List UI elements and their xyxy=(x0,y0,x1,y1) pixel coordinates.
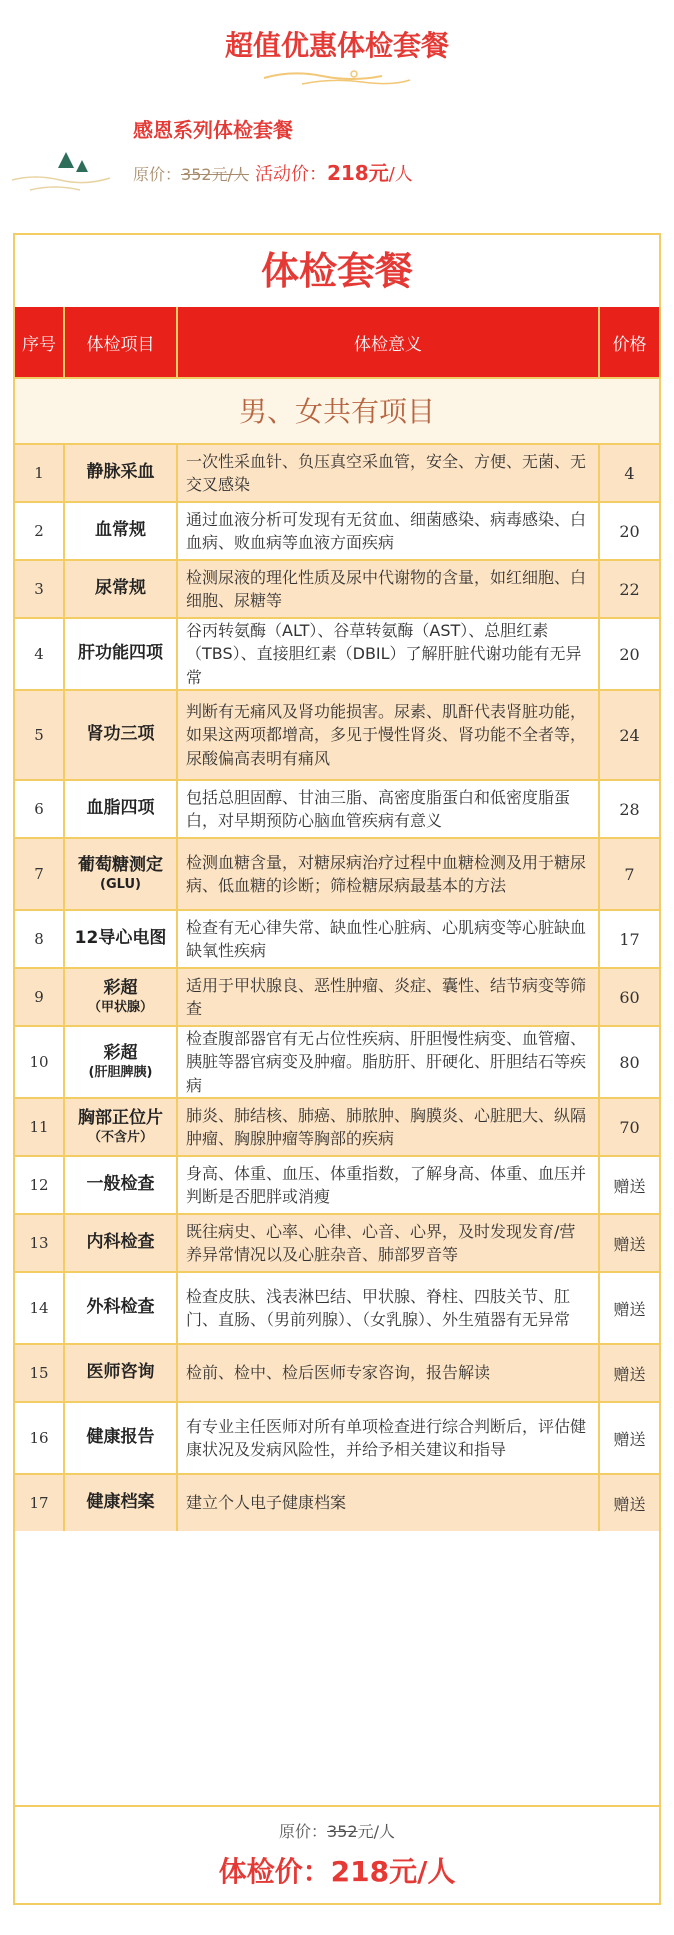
wave-decoration-icon xyxy=(10,172,120,196)
table-row xyxy=(15,1097,659,1155)
row-number: 2 xyxy=(15,503,65,559)
row-item-name: 健康档案 xyxy=(86,1492,155,1513)
row-item xyxy=(65,1403,178,1473)
column-header-item: 体检项目 xyxy=(65,307,178,377)
footer-final-price xyxy=(15,1850,659,1890)
cloud-decoration-icon xyxy=(262,64,412,88)
row-description: 检查皮肤、浅表淋巴结、甲状腺、脊柱、四肢关节、肛门、直肠、（男前列腺）、（女乳腺）、外生殖器有无异常 xyxy=(178,1273,600,1343)
row-price: 22 xyxy=(619,579,640,599)
row-number: 7 xyxy=(15,839,65,909)
row-item-name: 静脉采血 xyxy=(86,462,155,483)
row-number: 9 xyxy=(15,969,65,1025)
footer-original-price xyxy=(15,1805,659,1842)
section-heading: 男、女共有项目 xyxy=(15,377,659,445)
row-item xyxy=(65,561,178,617)
row-item xyxy=(65,1345,178,1401)
row-item-name: 外科检查 xyxy=(86,1297,155,1318)
row-price: 20 xyxy=(619,521,640,541)
row-description: 肺炎、肺结核、肺癌、肺脓肿、胸膜炎、心脏肥大、纵隔肿瘤、胸腺肿瘤等胸部的疾病 xyxy=(178,1099,600,1155)
table-row xyxy=(15,1343,659,1401)
row-item-subname: （甲状腺） xyxy=(87,999,153,1015)
row-item xyxy=(65,839,178,909)
column-header-no: 序号 xyxy=(15,307,65,377)
original-price: 352元/人 xyxy=(181,165,249,184)
row-item-name: 彩超 xyxy=(103,1043,138,1064)
row-price: 赠送 xyxy=(613,1299,646,1319)
table-row xyxy=(15,837,659,909)
table-row xyxy=(15,967,659,1025)
table-row xyxy=(15,779,659,837)
row-description: 检测血糖含量，对糖尿病治疗过程中血糖检测及用于糖尿病、低血糖的诊断；筛检糖尿病最基本的方法 xyxy=(178,839,600,909)
table-row xyxy=(15,1271,659,1343)
row-price: 赠送 xyxy=(613,1429,646,1449)
row-item-subname: （不含片） xyxy=(87,1129,153,1145)
footer-original-unit: 元/人 xyxy=(357,1822,395,1841)
row-number: 11 xyxy=(15,1099,65,1155)
table-row xyxy=(15,1025,659,1097)
row-description: 建立个人电子健康档案 xyxy=(178,1475,600,1531)
table-row xyxy=(15,559,659,617)
row-description: 一次性采血针、负压真空采血管，安全、方便、无菌、无交叉感染 xyxy=(178,445,600,501)
column-header-price: 价格 xyxy=(612,334,647,355)
row-price: 60 xyxy=(619,987,640,1007)
row-price: 20 xyxy=(619,644,640,664)
table-row xyxy=(15,1401,659,1473)
row-price: 4 xyxy=(624,463,635,483)
table-row xyxy=(15,909,659,967)
row-item-subname: (肝胆脾胰) xyxy=(88,1064,153,1080)
row-item-name: 内科检查 xyxy=(86,1232,155,1253)
row-price: 28 xyxy=(619,799,640,819)
price-line xyxy=(133,157,413,186)
row-number: 12 xyxy=(15,1157,65,1213)
row-price: 赠送 xyxy=(613,1234,646,1254)
row-item xyxy=(65,969,178,1025)
row-number: 5 xyxy=(15,691,65,779)
row-item xyxy=(65,503,178,559)
footer-final-value: 218元/人 xyxy=(330,1855,456,1888)
activity-price-label: 活动价： xyxy=(254,164,327,185)
row-description: 检查腹部器官有无占位性疾病、肝胆慢性病变、血管瘤、胰脏等器官病变及肿瘤。脂肪肝、肝硬化、肝胆结石等疾病 xyxy=(178,1027,600,1097)
row-description: 检前、检中、检后医师专家咨询，报告解读 xyxy=(178,1345,600,1401)
package-name: 感恩系列体检套餐 xyxy=(133,118,293,142)
row-item xyxy=(65,1027,178,1097)
row-number: 13 xyxy=(15,1215,65,1271)
footer-original-label: 原价： xyxy=(279,1822,328,1841)
table-title: 体检套餐 xyxy=(260,249,413,293)
row-item-name: 血脂四项 xyxy=(86,798,155,819)
row-description: 既往病史、心率、心律、心音、心界，及时发现发育/营养异常情况以及心脏杂音、肺部罗音等 xyxy=(178,1215,600,1271)
row-price: 7 xyxy=(624,864,635,884)
row-item-name: 一般检查 xyxy=(86,1174,155,1195)
row-description: 身高、体重、血压、体重指数，了解身高、体重、血压并判断是否肥胖或消瘦 xyxy=(178,1157,600,1213)
column-header-meaning: 体检意义 xyxy=(178,307,600,377)
row-description: 有专业主任医师对所有单项检查进行综合判断后，评估健康状况及发病风险性，并给予相关建议和指导 xyxy=(178,1403,600,1473)
footer-final-label: 体检价： xyxy=(218,1855,331,1888)
row-number: 4 xyxy=(15,619,65,689)
row-item-name: 医师咨询 xyxy=(86,1362,155,1383)
row-item-name: 尿常规 xyxy=(95,578,146,599)
row-price: 赠送 xyxy=(613,1364,646,1384)
row-item-subname: (GLU) xyxy=(100,876,141,892)
row-item xyxy=(65,1157,178,1213)
page-title: 超值优惠体检套餐 xyxy=(224,29,449,62)
row-description: 检测尿液的理化性质及尿中代谢物的含量，如红细胞、白细胞、尿糖等 xyxy=(178,561,600,617)
table-row xyxy=(15,1473,659,1531)
row-description: 谷丙转氨酶（ALT）、谷草转氨酶（AST）、总胆红素（TBS）、直接胆红素（DBIL）了解肝脏代谢功能有无异常 xyxy=(178,619,600,689)
row-description: 通过血液分析可发现有无贫血、细菌感染、病毒感染、白血病、败血病等血液方面疾病 xyxy=(178,503,600,559)
activity-price: 218元 xyxy=(326,161,389,185)
row-price: 赠送 xyxy=(613,1494,646,1514)
row-description: 适用于甲状腺良、恶性肿瘤、炎症、囊性、结节病变等筛查 xyxy=(178,969,600,1025)
row-item xyxy=(65,445,178,501)
table-row xyxy=(15,689,659,779)
row-number: 14 xyxy=(15,1273,65,1343)
row-item xyxy=(65,619,178,689)
table-row xyxy=(15,1213,659,1271)
row-item xyxy=(65,1215,178,1271)
row-price: 赠送 xyxy=(613,1176,646,1196)
row-price: 24 xyxy=(619,725,640,745)
row-item-name: 12导心电图 xyxy=(74,928,167,949)
row-number: 1 xyxy=(15,445,65,501)
row-item xyxy=(65,1475,178,1531)
row-item xyxy=(65,1099,178,1155)
row-item-name: 葡萄糖测定 xyxy=(78,855,163,876)
row-number: 16 xyxy=(15,1403,65,1473)
original-price-label: 原价： xyxy=(133,165,182,184)
table-row xyxy=(15,617,659,689)
row-number: 6 xyxy=(15,781,65,837)
row-item xyxy=(65,691,178,779)
row-description: 判断有无痛风及肾功能损害。尿素、肌酐代表肾脏功能，如果这两项都增高，多见于慢性肾炎、肾功能不全者等，尿酸偏高表明有痛风 xyxy=(178,691,600,779)
row-item-name: 彩超 xyxy=(103,978,138,999)
package-table-frame xyxy=(13,233,661,1905)
row-item-name: 血常规 xyxy=(95,520,146,541)
row-number: 17 xyxy=(15,1475,65,1531)
row-item-name: 肾功三项 xyxy=(86,724,155,745)
row-number: 15 xyxy=(15,1345,65,1401)
activity-price-unit: /人 xyxy=(388,164,413,185)
row-item-name: 胸部正位片 xyxy=(78,1108,163,1129)
row-number: 8 xyxy=(15,911,65,967)
row-description: 检查有无心律失常、缺血性心脏病、心肌病变等心脏缺血缺氧性疾病 xyxy=(178,911,600,967)
row-item xyxy=(65,781,178,837)
row-price: 17 xyxy=(619,929,640,949)
row-item xyxy=(65,1273,178,1343)
row-description: 包括总胆固醇、甘油三脂、高密度脂蛋白和低密度脂蛋白，对早期预防心脑血管疾病有意义 xyxy=(178,781,600,837)
row-item xyxy=(65,911,178,967)
row-number: 3 xyxy=(15,561,65,617)
table-row xyxy=(15,1155,659,1213)
row-price: 80 xyxy=(619,1052,640,1072)
table-row xyxy=(15,443,659,501)
row-price: 70 xyxy=(619,1117,640,1137)
row-item-name: 肝功能四项 xyxy=(78,643,163,664)
row-number: 10 xyxy=(15,1027,65,1097)
table-header xyxy=(15,307,659,377)
table-row xyxy=(15,501,659,559)
footer-original-value: 352 xyxy=(327,1822,358,1841)
row-item-name: 健康报告 xyxy=(86,1427,155,1448)
